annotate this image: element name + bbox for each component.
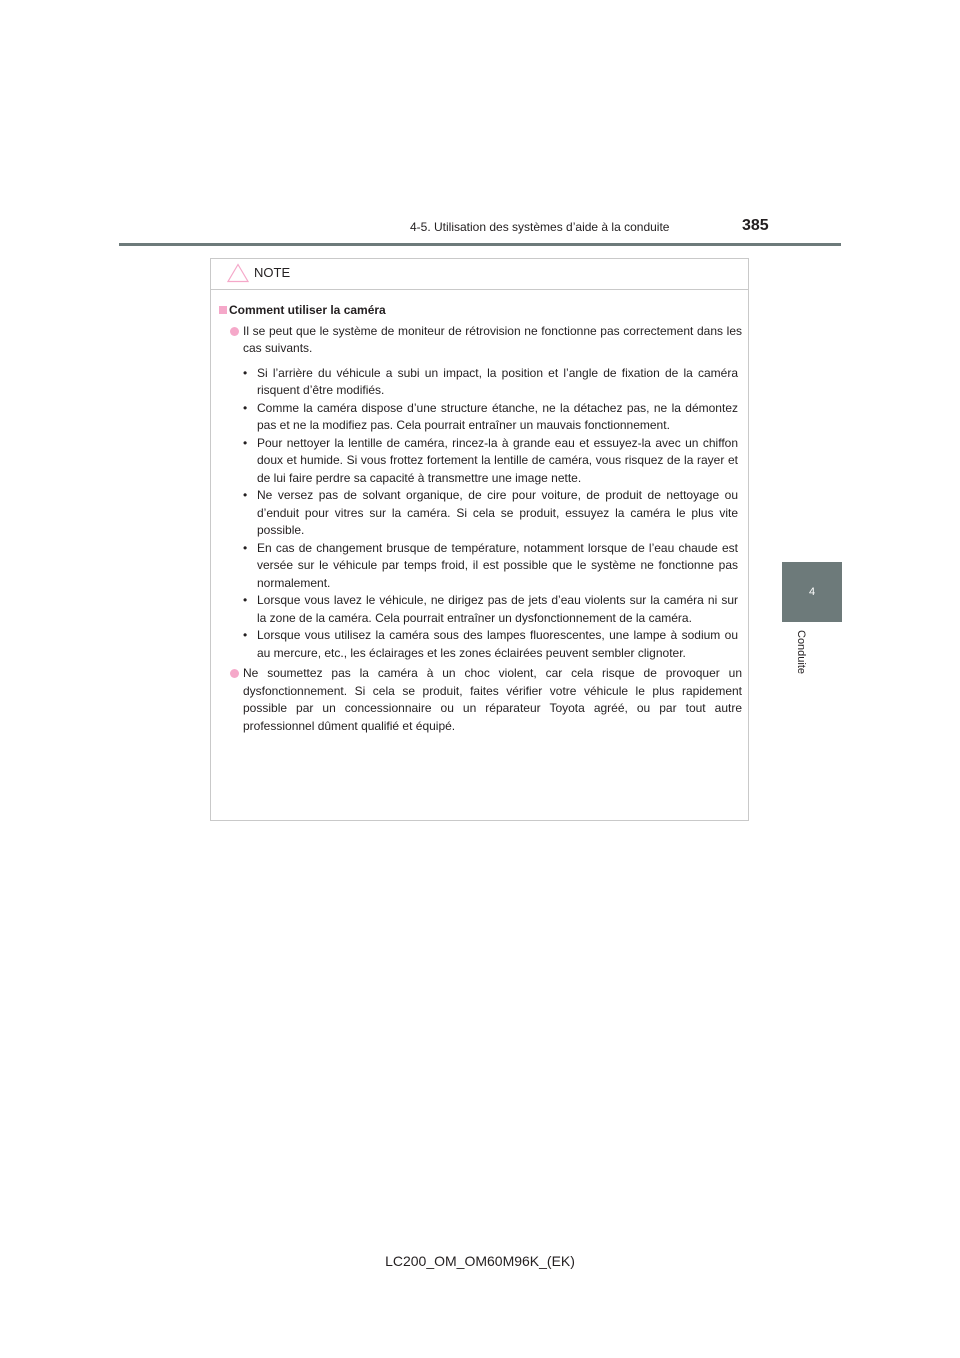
section-heading-text: Comment utiliser la caméra — [229, 303, 386, 317]
list-item: • Comme la caméra dispose d’une structure étanche, ne la détachez pas, ne la démontez pas et ne la modifiez pas. Cela pourrait entraîner un mauvais fonctionnement. — [243, 400, 738, 432]
section-title: 4-5. Utilisation des systèmes d’aide à la conduite — [410, 220, 670, 234]
chapter-label: Conduite — [795, 630, 807, 675]
list-item: • En cas de changement brusque de température, notamment lorsque de l’eau chaude est versée sur le véhicule par temps froid, il est possible que le système ne fonctionne pas normalement. — [243, 540, 738, 590]
list-item-text: Pour nettoyer la lentille de caméra, rincez-la à grande eau et essuyez-la avec un chiffon doux et humide. Si vous frottez fortement la lentille de caméra, vous risquez de la rayer et de lui faire perdre sa capacité à transmettre une image nette. — [257, 435, 738, 485]
list-item: • Si l’arrière du véhicule a subi un impact, la position et l’angle de fixation de la caméra risquent d’être modifiés. — [243, 365, 738, 397]
chapter-tab[interactable] — [782, 562, 842, 622]
list-item: • Ne versez pas de solvant organique, de cire pour voiture, de produit de nettoyage ou d’enduit pour vitres sur la caméra. Si cela se produit, essuyez la caméra le plus vite possible. — [243, 488, 738, 537]
note-box — [210, 258, 749, 821]
list-item-text: Lorsque vous utilisez la caméra sous des lampes fluorescentes, une lampe à sodium ou au mercure, etc., les éclairages et les zones éclairées peuvent sembler clignoter. — [257, 628, 738, 660]
list-item-text: Ne versez pas de solvant organique, de cire pour voiture, de produit de nettoyage ou d’enduit pour vitres sur la caméra. Si cela se produit, essuyez la caméra le plus vite possible. — [257, 488, 738, 537]
note-header — [211, 259, 748, 290]
bullet-item — [219, 323, 742, 358]
header-divider — [119, 243, 841, 246]
list-item: • Lorsque vous lavez le véhicule, ne dirigez pas de jets d’eau violents sur la caméra ni sur la zone de la caméra. Cela pourrait entraîner un dysfonctionnement de la caméra. — [243, 593, 738, 625]
list-item-text: Comme la caméra dispose d’une structure étanche, ne la détachez pas, ne la démontez pas et ne la modifiez pas. Cela pourrait entraîner un mauvais fonctionnement. — [257, 400, 738, 432]
square-bullet-icon — [219, 306, 227, 314]
chapter-number: 4 — [808, 586, 816, 598]
bullet-item — [219, 665, 742, 735]
circle-bullet-icon — [230, 669, 239, 678]
section-heading — [219, 302, 742, 320]
circle-bullet-icon — [230, 327, 239, 336]
warning-icon — [227, 263, 249, 283]
list-item-text: Lorsque vous lavez le véhicule, ne dirigez pas de jets d’eau violents sur la caméra ni sur la zone de la caméra. Cela pourrait entraîner un dysfonctionnement de la caméra. — [257, 593, 738, 625]
list-item: • Pour nettoyer la lentille de caméra, rincez-la à grande eau et essuyez-la avec un chiffon doux et humide. Si vous frottez fortement la lentille de caméra, vous risquez de la rayer et de lui faire perdre sa capacité à transmettre une image nette. — [243, 435, 738, 485]
list-item-text: Si l’arrière du véhicule a subi un impact, la position et l’angle de fixation de la caméra risquent d’être modifiés. — [257, 365, 738, 397]
note-body — [211, 290, 748, 735]
bullet-text: Ne soumettez pas la caméra à un choc violent, car cela risque de provoquer un dysfonctionnement. Si cela se produit, faites vérifier votre véhicule le plus rapidement possible par un concessionnaire ou un réparateur Toyota agréé, ou par tout autre professionnel dûment qualifié et équipé. — [243, 666, 742, 733]
bullet-text: Il se peut que le système de moniteur de rétrovision ne fonctionne pas correctement dans les cas suivants. — [243, 323, 742, 355]
page-number: 385 — [742, 217, 769, 234]
document-code: LC200_OM_OM60M96K_(EK) — [385, 1253, 575, 1269]
note-title: NOTE — [254, 265, 291, 280]
sub-list — [219, 365, 742, 663]
list-item: • Lorsque vous utilisez la caméra sous des lampes fluorescentes, une lampe à sodium ou au mercure, etc., les éclairages et les zones éclairées peuvent sembler clignoter. — [243, 628, 738, 660]
list-item-text: En cas de changement brusque de température, notamment lorsque de l’eau chaude est versée sur le véhicule par temps froid, il est possible que le système ne fonctionne pas normalement. — [257, 540, 738, 590]
